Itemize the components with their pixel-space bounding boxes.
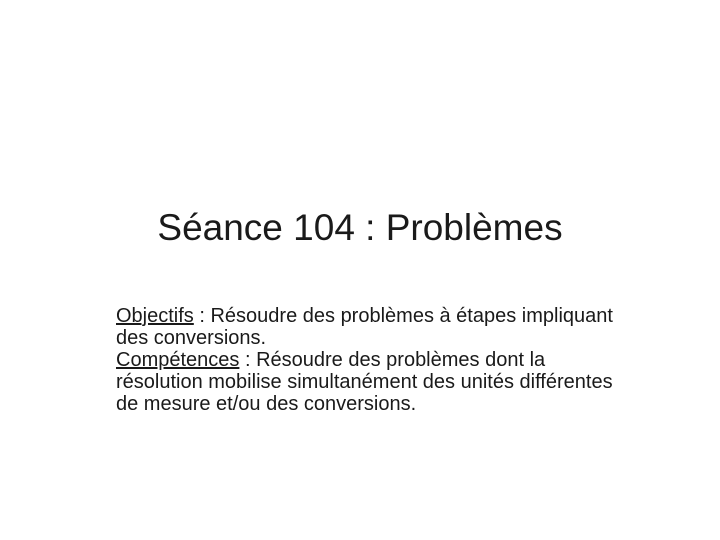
competences-separator: : (239, 349, 257, 371)
slide-body (116, 305, 636, 415)
objectives-paragraph (116, 305, 636, 349)
competences-text: Résoudre des problèmes dont la résolution mobilise simultanément des unités différentes de mesure et/ou des conversions. (116, 349, 613, 415)
objectives-separator: : (193, 305, 211, 327)
objectives-label: Objectifs (116, 305, 194, 327)
competences-label: Compétences (116, 349, 240, 371)
objectives-text: Résoudre des problèmes à étapes impliquant des conversions. (116, 305, 613, 349)
competences-paragraph (116, 349, 636, 415)
slide-title: Séance 104 : Problèmes (157, 207, 563, 248)
